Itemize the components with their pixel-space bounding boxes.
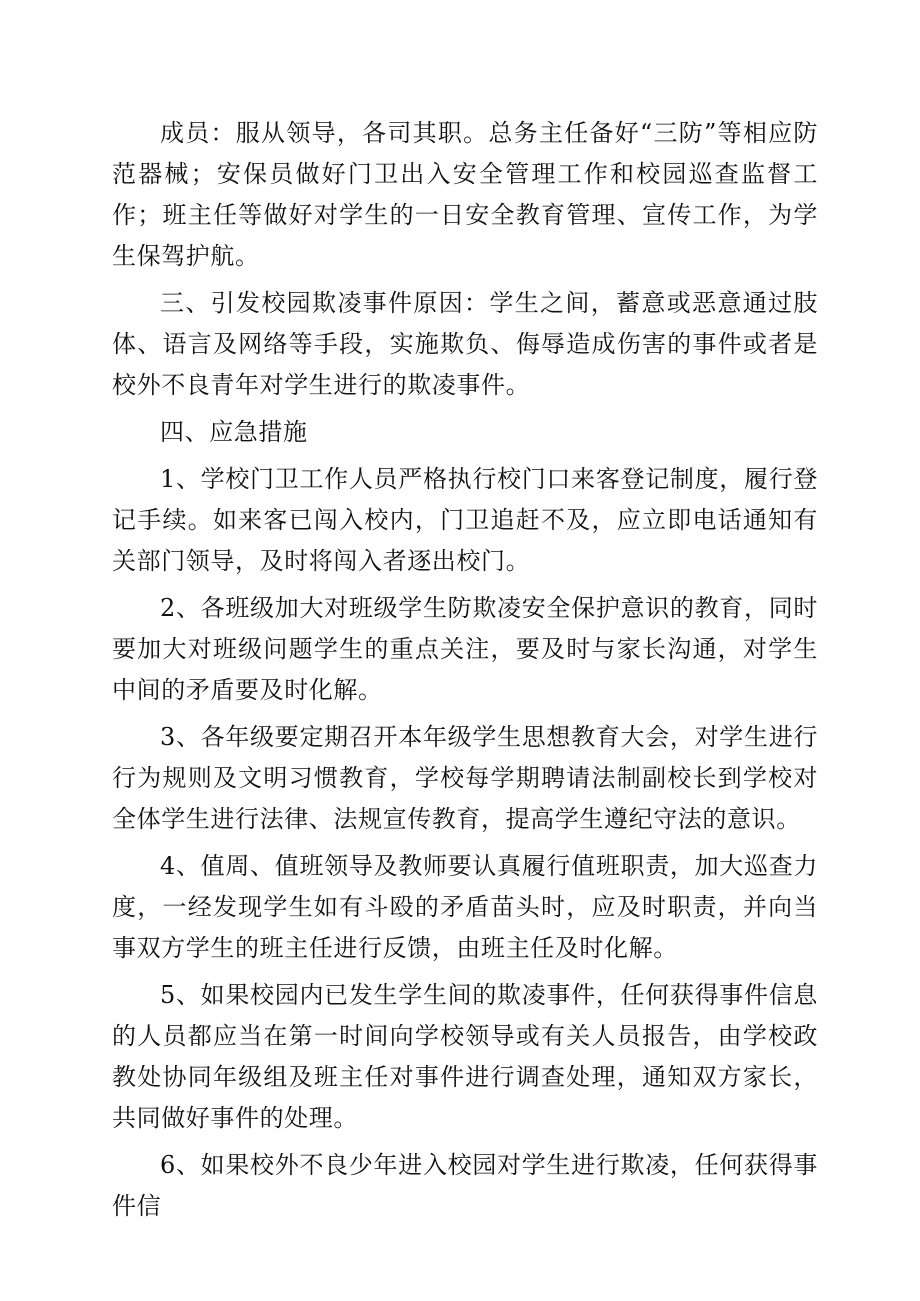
- heading-section-four-emergency-measures: 四、应急措施: [160, 418, 308, 446]
- paragraph-measure-4: 4、值周、值班领导及教师要认真履行值班职责，加大巡查力度，一经发现学生如有斗殴的矛盾苗头时，应及时职责，并向当事双方学生的班主任进行反馈，由班主任及时化解。: [112, 852, 818, 962]
- paragraph-measure-5: 5、如果校园内已发生学生间的欺凌事件，任何获得事件信息的人员都应当在第一时间向学校领导或有关人员报告，由学校政教处协同年级组及班主任对事件进行调查处理，通知双方家长，共同做好事件的处理。: [112, 981, 818, 1132]
- document-body: [112, 113, 818, 1233]
- paragraph-measure-2: 2、各班级加大对班级学生防欺凌安全保护意识的教育，同时要加大对班级问题学生的重点关注，要及时与家长沟通，对学生中间的矛盾要及时化解。: [112, 594, 818, 704]
- paragraph-measure-3: 3、各年级要定期召开本年级学生思想教育大会，对学生进行行为规则及文明习惯教育，学校每学期聘请法制副校长到学校对全体学生进行法律、法规宣传教育，提高学生遵纪守法的意识。: [112, 723, 818, 833]
- paragraph-measure-6: 6、如果校外不良少年进入校园对学生进行欺凌，任何获得事件信: [112, 1151, 818, 1220]
- paragraph-members-duties: 成员：服从领导，各司其职。总务主任备好“三防”等相应防范器械；安保员做好门卫出入安全管理工作和校园巡查监督工作；班主任等做好对学生的一日安全教育管理、宣传工作，为学生保驾护航。: [112, 119, 818, 270]
- paragraph-section-three-causes: 三、引发校园欺凌事件原因：学生之间，蓄意或恶意通过肢体、语言及网络等手段，实施欺负、侮辱造成伤害的事件或者是校外不良青年对学生进行的欺凌事件。: [112, 289, 818, 399]
- paragraph-measure-1: 1、学校门卫工作人员严格执行校门口来客登记制度，履行登记手续。如来客已闯入校内，门卫追赶不及，应立即电话通知有关部门领导，及时将闯入者逐出校门。: [112, 465, 818, 575]
